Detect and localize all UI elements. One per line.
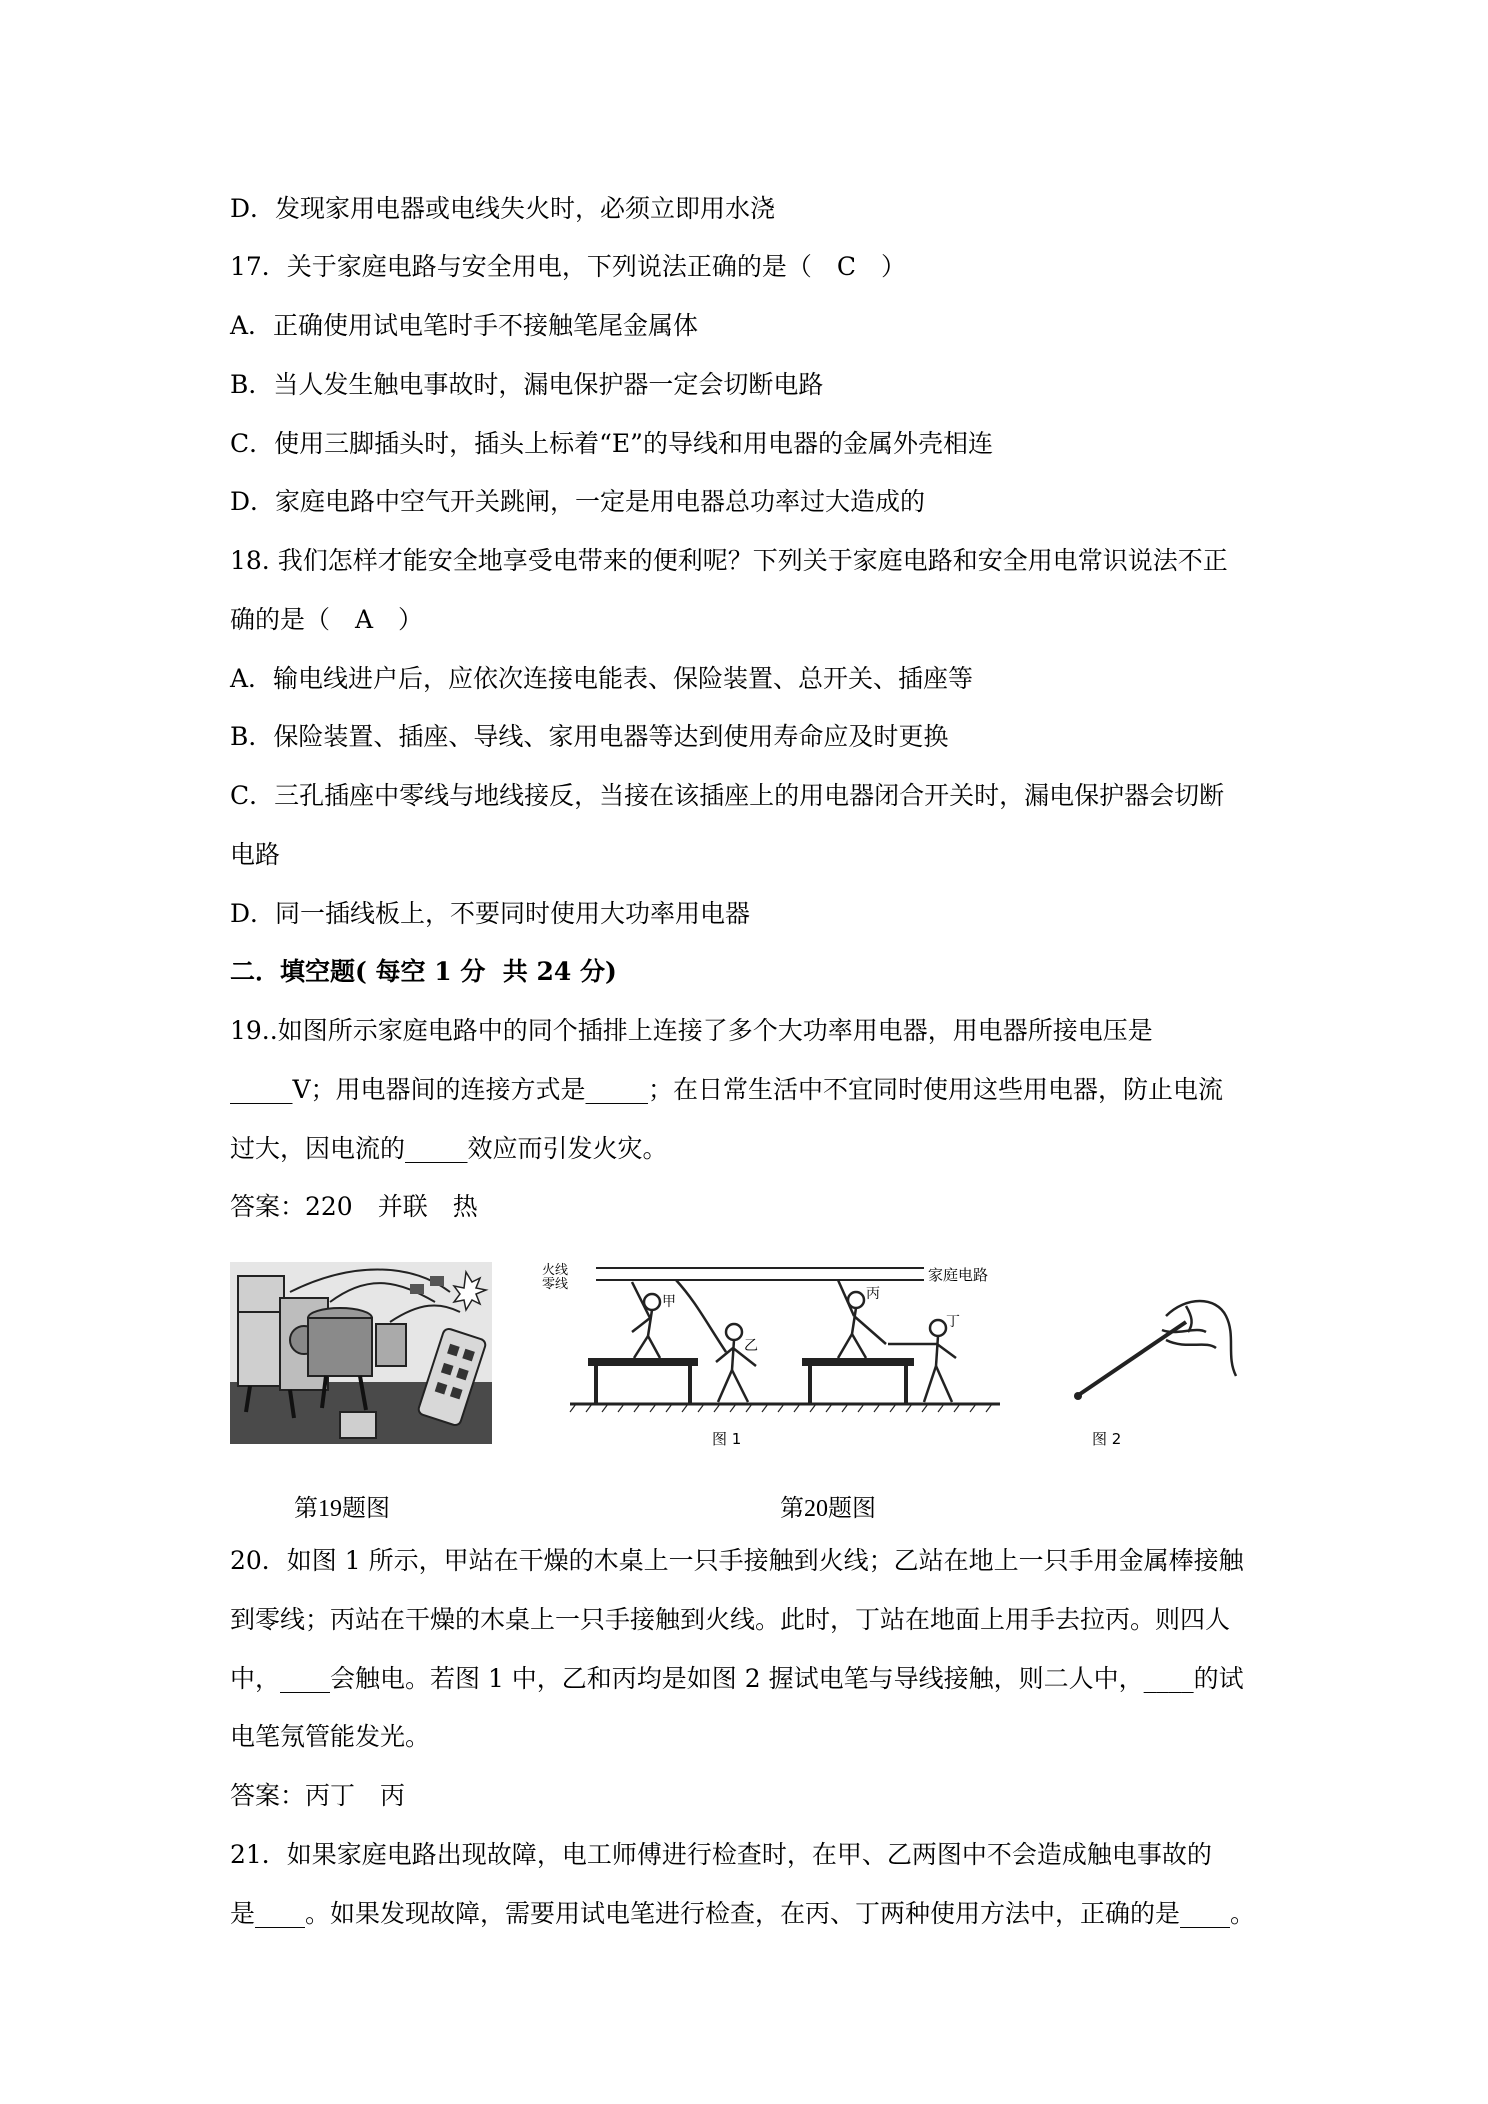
- household-circuit-label: 家庭电路: [928, 1266, 989, 1284]
- question-20-line2: 到零线；丙站在干燥的木桌上一只手接触到火线。此时，丁站在地面上用手去拉丙。则四人: [230, 1605, 1231, 1634]
- neutral-wire-label: 零线: [542, 1277, 569, 1292]
- option-16d: D．发现家用电器或电线失火时，必须立即用水浇: [230, 194, 776, 223]
- question-21-line2: 是____。如果发现故障，需要用试电笔进行检查，在丙、丁两种使用方法中，正确的是____。: [230, 1899, 1256, 1928]
- option-18c-line2: 电路: [230, 840, 281, 869]
- option-18b: B．保险装置、插座、导线、家用电器等达到使用寿命应及时更换: [230, 722, 949, 751]
- figure-19-appliances: [230, 1262, 492, 1444]
- option-17b: B．当人发生触电事故时，漏电保护器一定会切断电路: [230, 370, 824, 399]
- answer-20: 答案：丙丁 丙: [230, 1781, 406, 1810]
- person-bing-label: 丙: [866, 1286, 880, 1302]
- option-17a: A．正确使用试电笔时手不接触笔尾金属体: [230, 311, 699, 340]
- question-21-line1: 21．如果家庭电路出现故障，电工师傅进行检查时，在甲、乙两图中不会造成触电事故的: [230, 1840, 1212, 1869]
- question-20-line3: 中，____会触电。若图 1 中，乙和丙均是如图 2 握试电笔与导线接触，则二人中，____的试: [230, 1664, 1244, 1693]
- question-19-line2: _____V；用电器间的连接方式是_____；在日常生活中不宜同时使用这些用电器，防止电流: [230, 1075, 1224, 1104]
- question-20-line4: 电笔氖管能发光。: [230, 1722, 431, 1751]
- figure-2-label: 图 2: [1092, 1430, 1122, 1448]
- question-19-line3: 过大，因电流的_____效应而引发火灾。: [230, 1134, 668, 1163]
- caption-figure-20: 第20题图: [780, 1496, 876, 1522]
- question-18-line2: 确的是（ A ）: [230, 605, 424, 634]
- figure-20-fig2-test-pen: [1066, 1266, 1246, 1456]
- question-17: 17．关于家庭电路与安全用电，下列说法正确的是（ C ）: [230, 252, 906, 281]
- option-18c-line1: C．三孔插座中零线与地线接反，当接在该插座上的用电器闭合开关时，漏电保护器会切断: [230, 781, 1225, 810]
- figure-1-label: 图 1: [712, 1430, 742, 1448]
- option-17c: C．使用三脚插头时，插头上标着“E”的导线和用电器的金属外壳相连: [230, 429, 993, 458]
- person-yi-label: 乙: [744, 1338, 758, 1354]
- caption-figure-19: 第19题图: [294, 1496, 390, 1522]
- option-17d: D．家庭电路中空气开关跳闸，一定是用电器总功率过大造成的: [230, 487, 926, 516]
- question-19-line1: 19..如图所示家庭电路中的同个插排上连接了多个大功率用电器，用电器所接电压是: [230, 1016, 1153, 1045]
- question-18-line1: 18. 我们怎样才能安全地享受电带来的便利呢？下列关于家庭电路和安全用电常识说法不正: [230, 546, 1228, 575]
- option-18a: A．输电线进户后，应依次连接电能表、保险装置、总开关、插座等: [230, 664, 974, 693]
- person-ding-label: 丁: [946, 1314, 960, 1330]
- option-18d: D．同一插线板上，不要同时使用大功率用电器: [230, 899, 751, 928]
- live-wire-label: 火线: [542, 1263, 569, 1278]
- person-jia-label: 甲: [662, 1294, 676, 1310]
- answer-19: 答案：220 并联 热: [230, 1192, 478, 1221]
- question-20-line1: 20．如图 1 所示，甲站在干燥的木桌上一只手接触到火线；乙站在地上一只手用金属棒接触: [230, 1546, 1244, 1575]
- figure-20-fig1-circuit: [536, 1262, 1000, 1452]
- section-heading-fill-blank: 二．填空题( 每空 1 分 共 24 分): [230, 957, 617, 986]
